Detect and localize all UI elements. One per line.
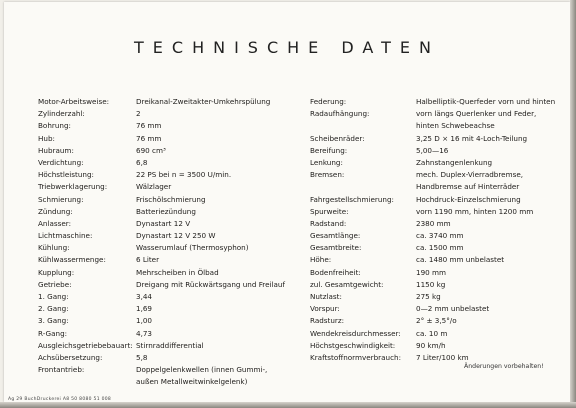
- spec-label: Hub:: [38, 133, 55, 143]
- spec-label: Kraftstoffnormverbrauch:: [310, 352, 402, 362]
- spec-label: Lenkung:: [310, 157, 343, 167]
- spec-label: Bohrung:: [38, 121, 71, 131]
- spec-value: Halbelliptik-Querfeder vorn und hinten: [416, 97, 556, 106]
- spec-value: mech. Duplex-Vierradbremse,: [416, 170, 524, 180]
- spec-label: Bodenfreiheit:: [310, 267, 361, 277]
- spec-label: Wendekreisdurchmesser:: [310, 328, 401, 338]
- page-edge-shadow-right: [570, 0, 576, 408]
- spec-value: 5,8: [136, 352, 148, 362]
- spec-value: Dynastart 12 V 250 W: [136, 231, 216, 241]
- spec-value: 690 cm³: [136, 145, 166, 155]
- spec-value: 2380 mm: [416, 218, 451, 228]
- spec-value: 4,73: [136, 328, 153, 338]
- spec-value: Mehrscheiben in Ölbad: [136, 267, 219, 277]
- spec-value: 2° ± 3,5°/o: [416, 316, 457, 326]
- spec-label: Gesamtbreite:: [310, 243, 362, 253]
- spec-label: Zylinderzahl:: [38, 109, 85, 119]
- spec-label: Vorspur:: [310, 304, 340, 314]
- spec-value: vorn längs Querlenker und Feder,: [416, 109, 537, 119]
- spec-label: Fahrgestellschmierung:: [310, 194, 394, 204]
- spec-value: hinten Schwebeachse: [416, 121, 495, 131]
- spec-label: Kühlwassermenge:: [38, 255, 106, 265]
- spec-label: Frontantrieb:: [38, 365, 85, 375]
- spec-label: Höchstleistung:: [38, 170, 94, 180]
- disclaimer-note: Änderungen vorbehalten!: [464, 363, 544, 370]
- spec-label: Kupplung:: [38, 267, 75, 277]
- spec-value: 0—2 mm unbelastet: [416, 304, 490, 314]
- spec-value: außen Metallweitwinkelgelenk): [136, 377, 248, 387]
- spec-value: ca. 3740 mm: [416, 231, 464, 241]
- spec-value: Dynastart 12 V: [136, 218, 191, 228]
- spec-label: R-Gang:: [38, 328, 68, 338]
- spec-label: Triebwerklagerung:: [38, 182, 108, 192]
- spec-value: Stirnraddifferential: [136, 340, 204, 350]
- spec-value: Hochdruck-Einzelschmierung: [416, 194, 521, 204]
- spec-label: Radaufhängung:: [310, 109, 370, 119]
- spec-label: Radsturz:: [310, 316, 345, 326]
- spec-value: 1,69: [136, 304, 153, 314]
- spec-label: Radstand:: [310, 218, 347, 228]
- spec-label: Hubraum:: [38, 145, 74, 155]
- spec-label: Schmierung:: [38, 194, 84, 204]
- spec-value: vorn 1190 mm, hinten 1200 mm: [416, 206, 534, 216]
- spec-value: 22 PS bei n = 3500 U/min.: [136, 170, 232, 180]
- spec-label: Federung:: [310, 97, 347, 106]
- spec-label: 1. Gang:: [38, 292, 69, 301]
- spec-value: Handbremse auf Hinterräder: [416, 182, 520, 192]
- spec-value: ca. 10 m: [416, 328, 448, 338]
- spec-value: Frischölschmierung: [136, 194, 206, 204]
- spec-label: Nutzlast:: [310, 292, 342, 301]
- spec-label: Höhe:: [310, 255, 332, 265]
- spec-value: 1,00: [136, 316, 153, 326]
- spec-label: Lichtmaschine:: [38, 231, 93, 241]
- print-code: Ag 29 BuchDruckerei A8 50 8080 51 008: [8, 397, 112, 402]
- document-page: [4, 2, 570, 402]
- spec-value: ca. 1480 mm unbelastet: [416, 255, 505, 265]
- spec-label: Getriebe:: [38, 279, 72, 289]
- spec-value: Doppelgelenkwellen (innen Gummi-,: [136, 365, 268, 375]
- spec-label: Verdichtung:: [38, 157, 84, 167]
- spec-value: 90 km/h: [416, 340, 446, 350]
- spec-value: 7 Liter/100 km: [416, 352, 469, 362]
- page-edge-shadow-bottom: [0, 402, 576, 408]
- spec-value: Wälzlager: [136, 182, 172, 192]
- spec-value: Dreigang mit Rückwärtsgang und Freilauf: [136, 279, 286, 289]
- spec-label: Bereifung:: [310, 145, 348, 155]
- spec-value: Zahnstangenlenkung: [416, 157, 493, 167]
- spec-value: 76 mm: [136, 121, 162, 131]
- spec-label: Spurweite:: [310, 206, 349, 216]
- spec-value: ca. 1500 mm: [416, 243, 464, 253]
- spec-value: 3,25 D × 16 mit 4-Loch-Teilung: [416, 133, 528, 143]
- spec-value: 275 kg: [416, 292, 441, 301]
- spec-label: zul. Gesamtgewicht:: [310, 279, 384, 289]
- spec-label: Achsübersetzung:: [38, 352, 103, 362]
- spec-label: Zündung:: [38, 206, 73, 216]
- page-title: TECHNISCHE DATEN: [134, 38, 440, 57]
- spec-value: 1150 kg: [416, 279, 446, 289]
- spec-value: 76 mm: [136, 133, 162, 143]
- spec-value: 6,8: [136, 157, 148, 167]
- spec-value: Wasserumlauf (Thermosyphon): [136, 243, 249, 253]
- spec-value: 2: [136, 109, 141, 119]
- spec-label: Scheibenräder:: [310, 133, 365, 143]
- spec-value: Dreikanal-Zweitakter-Umkehrspülung: [136, 97, 271, 106]
- spec-label: Ausgleichsgetriebebauart:: [38, 340, 133, 350]
- spec-label: Kühlung:: [38, 243, 70, 253]
- spec-value: 190 mm: [416, 267, 447, 277]
- spec-value: 6 Liter: [136, 255, 160, 265]
- spec-value: Batteriezündung: [136, 206, 196, 216]
- spec-value: 3,44: [136, 292, 153, 301]
- spec-label: Bremsen:: [310, 170, 345, 180]
- spec-label: 2. Gang:: [38, 304, 69, 314]
- spec-label: Motor-Arbeitsweise:: [38, 97, 110, 106]
- spec-value: 5,00—16: [416, 145, 449, 155]
- spec-label: 3. Gang:: [38, 316, 69, 326]
- spec-label: Gesamtlänge:: [310, 231, 361, 241]
- spec-label: Höchstgeschwindigkeit:: [310, 340, 396, 350]
- spec-label: Anlasser:: [38, 218, 72, 228]
